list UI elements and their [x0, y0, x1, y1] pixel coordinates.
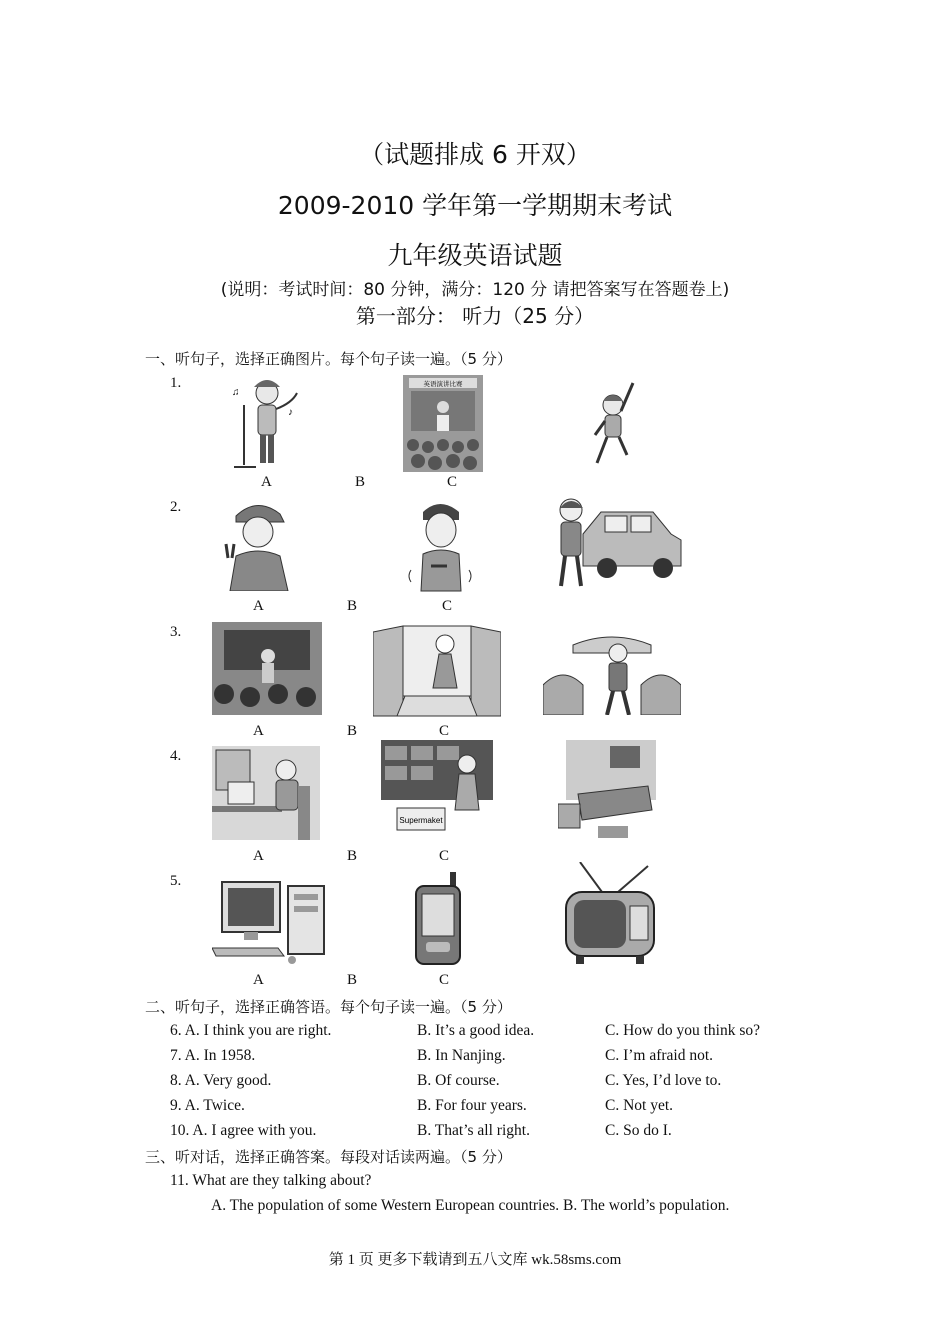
option-label: C — [447, 474, 458, 490]
option-label: B — [347, 723, 358, 739]
girl-stage-picture — [373, 622, 501, 717]
answer-option: B. It’s a good idea. — [417, 1022, 535, 1039]
cart-sign-text: Supermaket — [399, 816, 443, 825]
section1-heading: 一、听句子，选择正确图片。每个句子读一遍。（5 分） — [145, 350, 512, 368]
stage-banner-text: 英语演讲比赛 — [423, 380, 463, 388]
option-label: A — [261, 474, 272, 490]
singer-picture — [222, 375, 307, 473]
subject-title: 九年级英语试题 — [387, 241, 563, 270]
answer-option: 6. A. I think you are right. — [170, 1022, 332, 1039]
question-number: 4. — [170, 748, 182, 764]
option-label: B — [355, 474, 366, 490]
answer-option: C. I’m afraid not. — [605, 1047, 714, 1064]
answer-option: 9. A. Twice. — [170, 1097, 245, 1114]
classroom-picture — [212, 622, 322, 715]
answer-option: B. That’s all right. — [417, 1122, 530, 1139]
option-label: B — [347, 972, 358, 988]
answer-option: C. How do you think so? — [605, 1022, 760, 1039]
svg-text:♫: ♫ — [232, 387, 240, 398]
section3-heading: 三、听对话，选择正确答案。每段对话读两遍。（5 分） — [145, 1148, 512, 1166]
answer-option: B. Of course. — [417, 1072, 500, 1089]
speech-contest-picture — [403, 375, 483, 472]
svg-text:♪: ♪ — [288, 407, 293, 418]
supermarket-picture — [381, 740, 493, 840]
desktop-computer-picture — [212, 878, 330, 964]
option-label: B — [347, 598, 358, 614]
print-note: （试题排成 6 开双） — [359, 140, 591, 169]
answer-option: C. Not yet. — [605, 1097, 674, 1114]
exam-title: 2009-2010 学年第一学期期末考试 — [277, 191, 673, 220]
section2-heading: 二、听句子，选择正确答语。每个句子读一遍。（5 分） — [145, 998, 512, 1016]
instructions: (说明：考试时间：80 分钟，满分：120 分 请把答案写在答题卷上) — [220, 280, 730, 300]
option-label: A — [253, 598, 264, 614]
answer-option: B. In Nanjing. — [417, 1047, 506, 1064]
answer-option: 7. A. In 1958. — [170, 1047, 256, 1064]
answer-option: 10. A. I agree with you. — [170, 1122, 317, 1139]
question-number: 2. — [170, 499, 182, 515]
television-picture — [562, 862, 658, 964]
option-label: C — [442, 598, 453, 614]
boy-victory-picture — [222, 496, 292, 591]
question-11: 11. What are they talking about? — [170, 1172, 372, 1189]
question-11-options: A. The population of some Western European countries. B. The world’s population. — [211, 1197, 730, 1214]
answer-option: B. For four years. — [417, 1097, 527, 1114]
answer-option: 8. A. Very good. — [170, 1072, 272, 1089]
page-footer: 第 1 页 更多下载请到五八文库 wk.58sms.com — [328, 1252, 622, 1268]
answer-option: C. Yes, I’d love to. — [605, 1072, 722, 1089]
answer-option: C. So do I. — [605, 1122, 672, 1139]
question-number: 3. — [170, 624, 182, 640]
option-label: C — [439, 723, 450, 739]
option-label: A — [253, 848, 264, 864]
boy-clapping-picture — [403, 496, 478, 596]
option-label: A — [253, 723, 264, 739]
option-label: C — [439, 972, 450, 988]
mobile-phone-picture — [412, 872, 464, 965]
dancer-picture — [585, 375, 645, 470]
question-number: 1. — [170, 375, 182, 391]
option-label: C — [439, 848, 450, 864]
boy-park-gate-picture — [543, 635, 681, 715]
question-number: 5. — [170, 873, 182, 889]
computer-desk-picture — [212, 746, 320, 840]
part-title: 第一部分： 听力（25 分） — [355, 304, 595, 328]
option-label: A — [253, 972, 264, 988]
bedroom-picture — [558, 740, 656, 840]
option-label: B — [347, 848, 358, 864]
boy-taxi-picture — [543, 494, 683, 592]
